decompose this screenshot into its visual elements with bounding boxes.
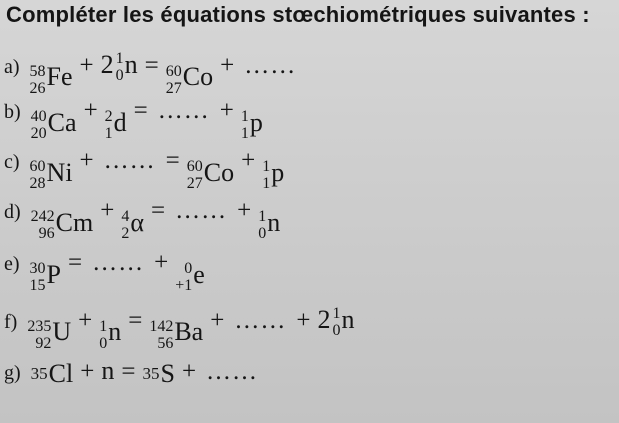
element-symbol: p: [249, 107, 263, 137]
atomic-number: 0: [332, 322, 341, 339]
operator: =: [165, 147, 180, 174]
mass-number: 235: [27, 317, 52, 335]
element-symbol: Ca: [47, 107, 77, 137]
mass-number: 58: [29, 62, 46, 80]
operator: =: [128, 306, 143, 334]
operator: +: [241, 147, 256, 174]
element-symbol: Cl: [48, 358, 74, 388]
operator: =: [144, 51, 159, 79]
answer-blank: ……: [92, 249, 145, 276]
mass-number: 35: [30, 364, 48, 383]
atomic-number: 0: [115, 67, 124, 84]
nuclide: [30, 358, 74, 388]
element-symbol: e: [193, 259, 205, 289]
element-symbol: Fe: [46, 62, 73, 91]
coefficient: 2: [100, 49, 114, 79]
operator: =: [121, 358, 136, 385]
atomic-number: 96: [38, 225, 55, 242]
nuclide-indices: [121, 209, 129, 242]
element-symbol: n: [108, 317, 122, 346]
nuclide-indices: [187, 159, 203, 192]
atomic-number: 2: [121, 225, 130, 242]
mass-number: 142: [149, 317, 174, 335]
atomic-number: 56: [157, 334, 174, 352]
nuclide: [186, 156, 235, 192]
equation-line: [4, 197, 281, 242]
equation-label: a): [4, 55, 20, 78]
nuclide-indices: [332, 306, 340, 339]
nuclide: [258, 206, 281, 242]
equation-label: c): [4, 151, 20, 173]
element-symbol: P: [46, 259, 62, 289]
element-symbol: S: [160, 358, 175, 388]
nuclide-indices: [258, 209, 266, 242]
element-symbol: α: [130, 207, 144, 237]
nuclide: [317, 303, 355, 339]
nuclide-indices: [30, 159, 46, 192]
nuclide-indices: [166, 64, 182, 97]
answer-blank: ……: [234, 306, 287, 334]
equation-label: e): [4, 253, 20, 275]
equation-line: [4, 358, 261, 387]
element-symbol: U: [52, 317, 72, 346]
nuclide: [30, 106, 77, 142]
answer-blank: ……: [103, 147, 156, 174]
mass-number: 35: [142, 364, 160, 383]
nuclide-indices: [105, 109, 113, 142]
answer-blank: ……: [157, 97, 210, 124]
nuclide: [29, 61, 73, 97]
operator: +: [154, 249, 169, 276]
element-symbol: n: [124, 49, 138, 79]
nuclide: [29, 258, 62, 294]
element-symbol: n: [341, 304, 355, 334]
nuclide-indices: [30, 261, 46, 294]
element-symbol: Co: [182, 62, 214, 91]
mass-number: 60: [165, 62, 182, 80]
nuclide: [121, 206, 144, 242]
answer-blank: ……: [175, 197, 228, 224]
operator: +: [219, 97, 234, 124]
operator: +: [220, 51, 235, 79]
equation-label: b): [4, 101, 21, 123]
equation-line: [4, 303, 355, 352]
equation-line: [4, 48, 299, 97]
equation-label: g): [4, 362, 21, 384]
mass-number: 1: [99, 317, 108, 335]
nuclide-indices: [149, 319, 173, 352]
atomic-number: 1: [240, 125, 249, 142]
nuclide: [149, 316, 204, 352]
nuclide: [104, 106, 127, 142]
answer-blank: ……: [206, 358, 259, 385]
nuclide: [142, 358, 175, 388]
exercise-title: Compléter les équations stœchiométriques suivantes :: [6, 2, 590, 27]
atomic-number: 20: [30, 125, 47, 142]
atomic-number: 26: [29, 79, 46, 97]
element-symbol: Cm: [55, 207, 94, 237]
operator: +: [78, 306, 93, 334]
mass-number: 60: [186, 158, 203, 175]
operator: +: [80, 358, 95, 385]
nuclide: [29, 156, 73, 192]
operator: +: [181, 358, 197, 385]
nuclide: [175, 258, 205, 294]
nuclide-indices: [175, 261, 192, 294]
atomic-number: 1: [262, 175, 271, 192]
particle-symbol: n: [101, 356, 115, 385]
atomic-number: 0: [99, 334, 108, 352]
nuclide-indices: [27, 319, 51, 352]
equation-line: [4, 97, 263, 142]
equation-label: d): [4, 201, 21, 223]
nuclide-indices: [30, 64, 46, 97]
answer-blank: ……: [244, 51, 297, 79]
mass-number: 2: [104, 108, 113, 125]
operator: +: [83, 97, 98, 124]
element-symbol: Co: [203, 157, 235, 187]
operator: +: [79, 147, 94, 174]
nuclide: [99, 316, 122, 352]
nuclide: [262, 156, 285, 192]
nuclide-indices: [99, 319, 107, 352]
atomic-number: 15: [29, 277, 46, 294]
mass-number: 1: [258, 208, 267, 225]
operator: +: [210, 306, 225, 334]
equation-line: [4, 147, 285, 192]
element-symbol: p: [271, 157, 285, 187]
element-symbol: n: [267, 207, 281, 237]
mass-number: 242: [30, 208, 55, 225]
nuclide-indices: [31, 209, 55, 242]
mass-number: 1: [332, 305, 341, 322]
nuclide-indices: [241, 109, 249, 142]
nuclide: [27, 316, 72, 352]
nuclide: [100, 48, 138, 84]
atomic-number: 92: [35, 334, 52, 352]
atomic-number: 1: [104, 125, 113, 142]
element-symbol: Ni: [46, 157, 73, 187]
atomic-number: 0: [258, 225, 267, 242]
mass-number: 4: [121, 208, 130, 225]
mass-number: 1: [262, 158, 271, 175]
equation-label: f): [4, 310, 18, 333]
atomic-number: +1: [175, 277, 193, 294]
nuclide-indices: [31, 109, 47, 142]
operator: =: [150, 197, 166, 224]
operator: +: [79, 51, 94, 79]
mass-number: 1: [115, 50, 124, 67]
equation-line: [4, 249, 205, 294]
operator: +: [237, 197, 252, 224]
mass-number: 0: [184, 260, 193, 277]
mass-number: 1: [240, 108, 249, 125]
nuclide-indices: [262, 159, 270, 192]
nuclide: [30, 206, 94, 242]
atomic-number: 28: [29, 175, 46, 192]
coefficient: 2: [317, 304, 331, 334]
atomic-number: 27: [165, 79, 182, 97]
operator: +: [100, 197, 115, 224]
element-symbol: Ba: [174, 317, 204, 346]
operator: =: [133, 97, 148, 124]
element-symbol: d: [113, 107, 127, 137]
operator: =: [68, 249, 83, 276]
operator: +: [296, 306, 311, 334]
atomic-number: 27: [186, 175, 203, 192]
mass-number: 30: [29, 260, 46, 277]
nuclide-indices: [116, 51, 124, 84]
nuclide: [165, 61, 214, 97]
nuclide: [240, 106, 263, 142]
mass-number: 60: [29, 158, 46, 175]
mass-number: 40: [30, 108, 47, 125]
